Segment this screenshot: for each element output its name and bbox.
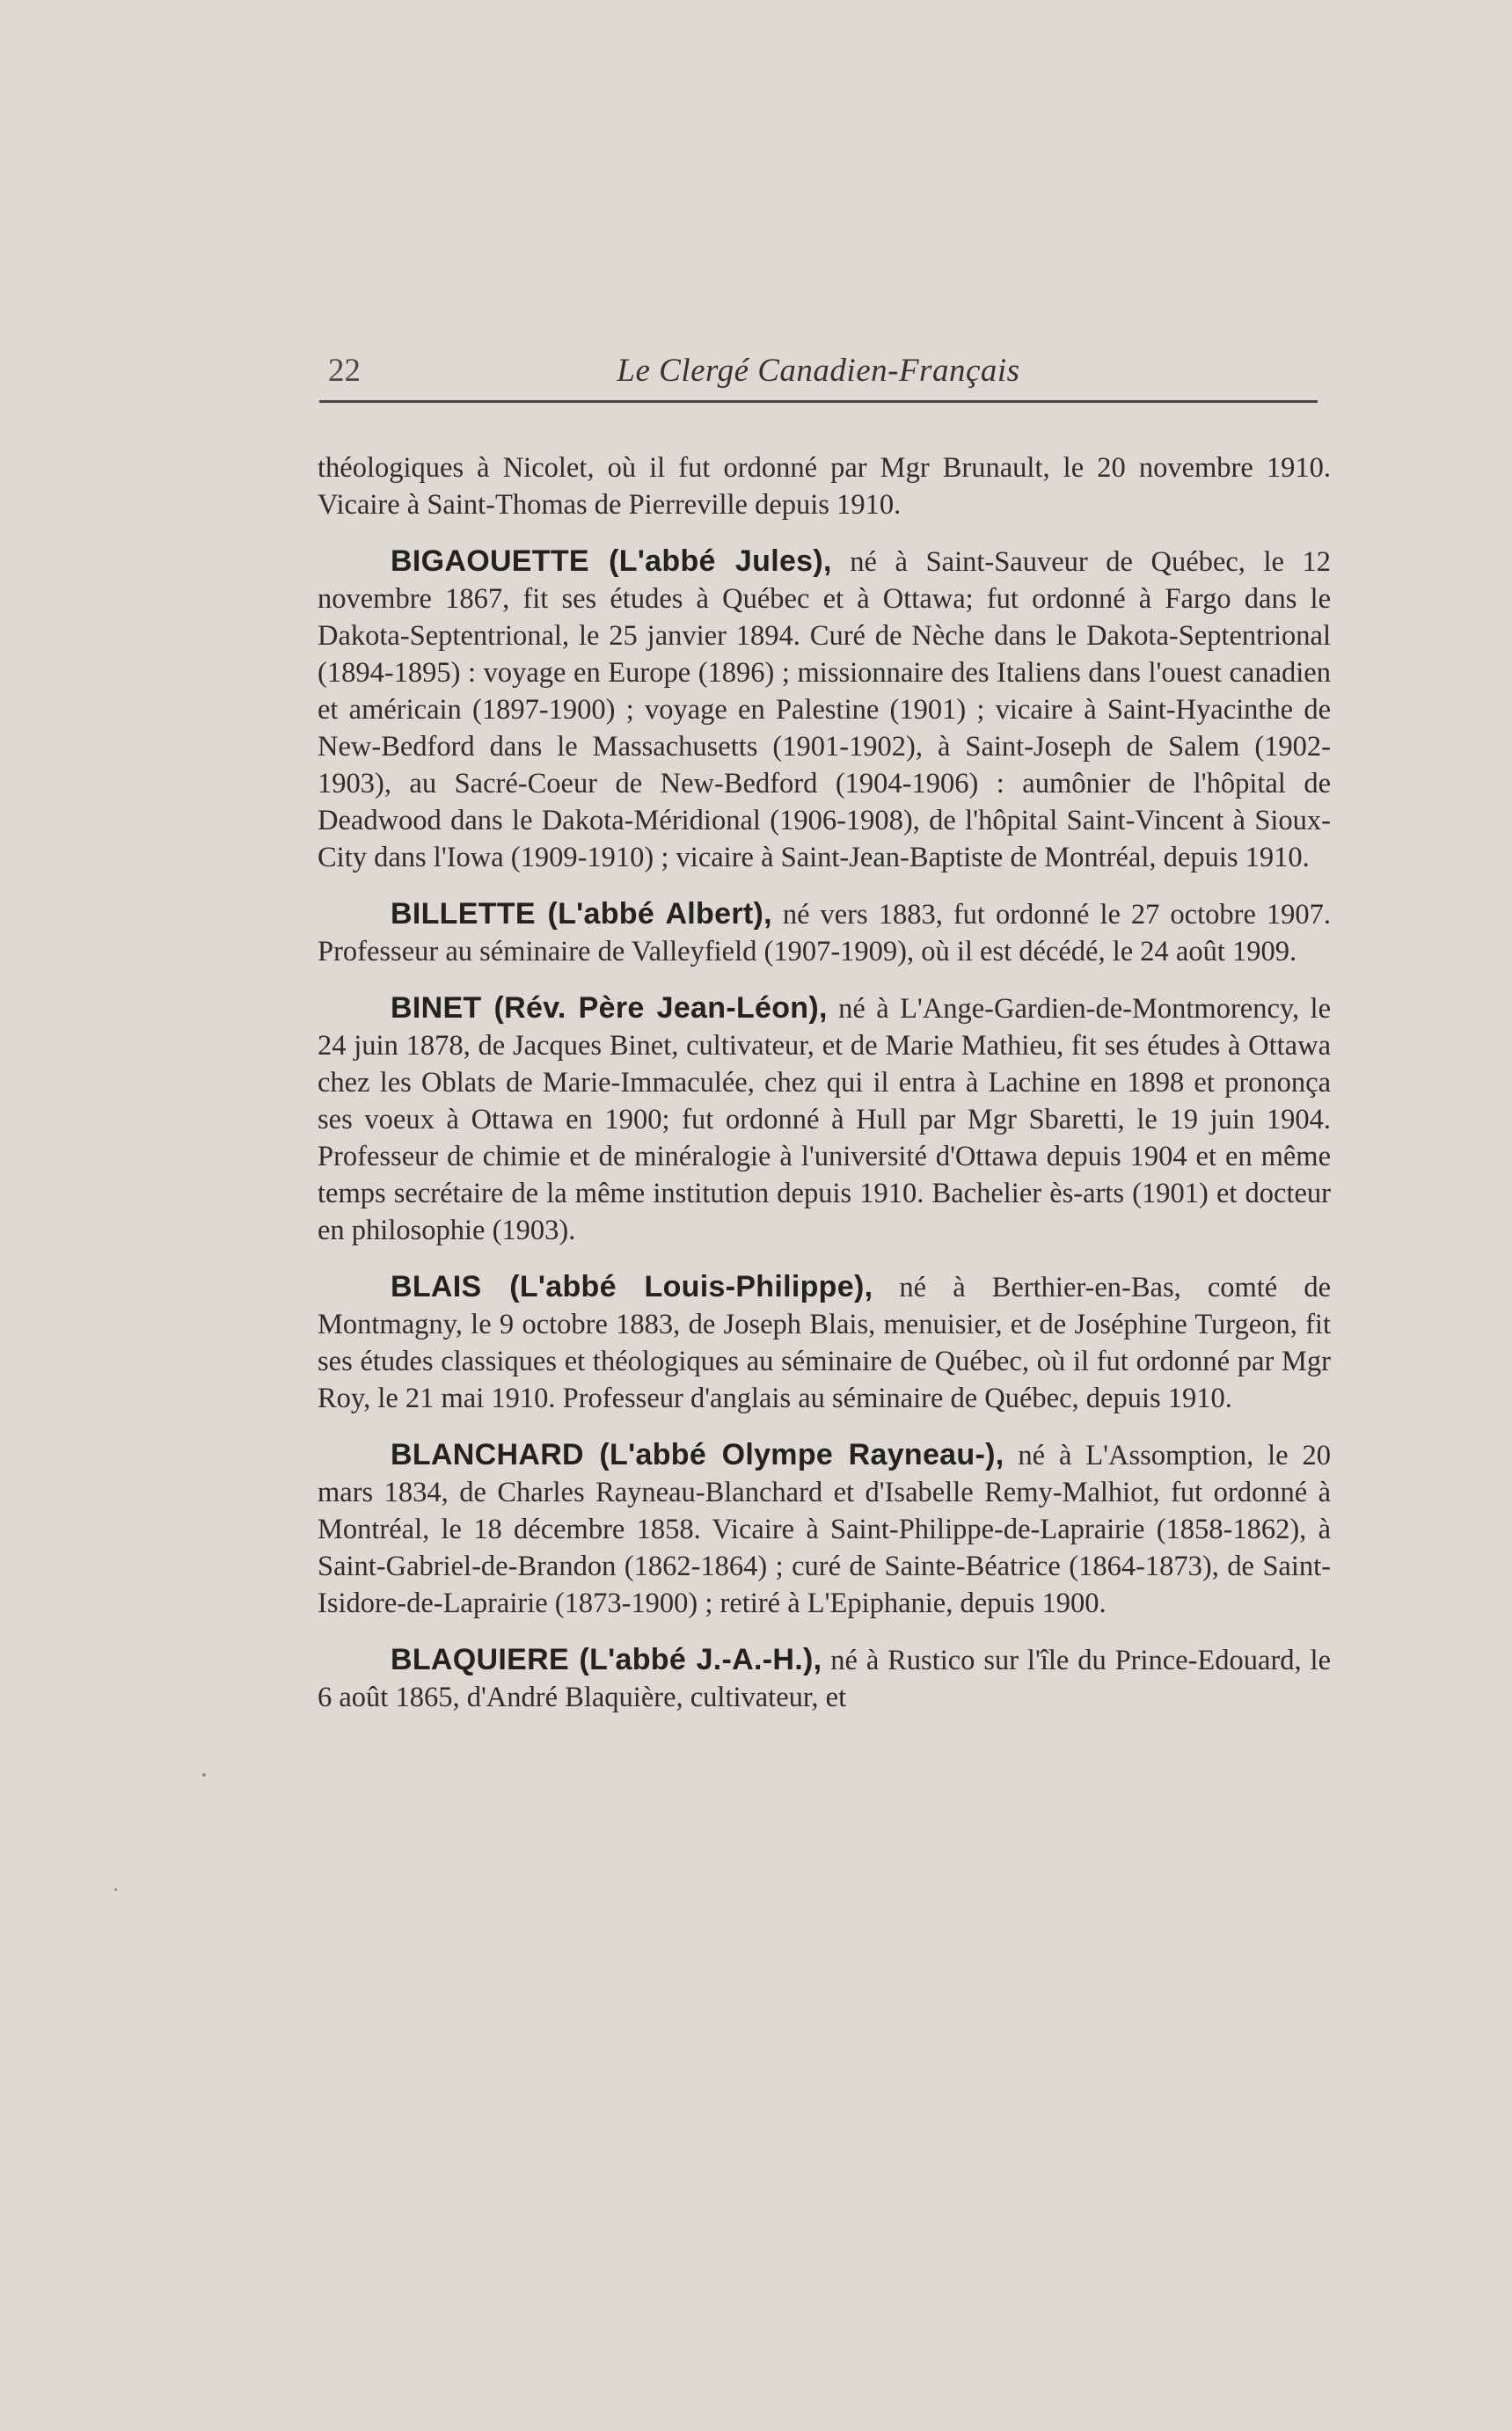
entry-billette bbox=[318, 895, 1331, 970]
entry-name: BLAQUIERE (L'abbé J.-A.-H.), bbox=[391, 1643, 822, 1676]
entry-name: BINET (Rév. Père Jean-Léon), bbox=[391, 991, 828, 1025]
entry-blaquiere bbox=[318, 1641, 1331, 1716]
entry-binet bbox=[318, 989, 1331, 1249]
entry-name: BILLETTE (L'abbé Albert), bbox=[391, 897, 772, 931]
entry-blais bbox=[318, 1268, 1331, 1417]
paper-speck bbox=[202, 1773, 206, 1777]
entry-name: BLANCHARD (L'abbé Olympe Rayneau-), bbox=[391, 1438, 1004, 1471]
entry-text: né à Berthier-en-Bas, comté de Montmagny, le 9 octobre 1883, de Joseph Blais, menuisier, et de Joséphine Turgeon, fit ses études classiques et théologiques au séminaire de Québec, où il fut ordonné par Mgr Roy, le 21 mai 1910. Professeur d'anglais au séminaire de Québec, depuis 1910. bbox=[318, 1272, 1331, 1414]
text-body bbox=[318, 449, 1331, 1735]
entry-name: BLAIS (L'abbé Louis-Philippe), bbox=[391, 1270, 873, 1303]
entry-text: né vers 1883, fut ordonné le 27 octobre 1907. Professeur au séminaire de Valleyfield (1907-1909), où il est décédé, le 24 août 1909. bbox=[318, 899, 1332, 967]
entry-blanchard bbox=[318, 1436, 1331, 1622]
entry-bigaouette bbox=[318, 543, 1331, 876]
header-rule bbox=[319, 400, 1318, 403]
running-title: Le Clergé Canadien-Français bbox=[617, 353, 1020, 389]
entry-text: né à Rustico sur l'île du Prince-Edouard, le 6 août 1865, d'André Blaquière, cultivateur, et bbox=[318, 1645, 1332, 1713]
paper-speck bbox=[114, 1888, 117, 1891]
continuation-paragraph: théologiques à Nicolet, où il fut ordonné par Mgr Brunault, le 20 novembre 1910. Vicaire à Saint-Thomas de Pierreville depuis 1910. bbox=[318, 452, 1331, 521]
entry-name: BIGAOUETTE (L'abbé Jules), bbox=[391, 544, 832, 578]
page-number: 22 bbox=[328, 353, 361, 389]
entry-text: né à Saint-Sauveur de Québec, le 12 novembre 1867, fit ses études à Québec et à Ottawa; fut ordonné à Fargo dans le Dakota-Septentrional, le 25 janvier 1894. Curé de Nèche dans le Dakota-Septentrional (1894-1895) : voyage en Europe (1896) ; missionnaire des Italiens dans l'ouest canadien et américain (1897-1900) ; voyage en Palestine (1901) ; vicaire à Saint-Hyacinthe de New-Bedford dans le Massachusetts (1901-1902), à Saint-Joseph de Salem (1902-1903), au Sacré-Coeur de New-Bedford (1904-1906) : aumônier de l'hôpital de Deadwood dans le Dakota-Méridional (1906-1908), de l'hôpital Saint-Vincent à Sioux-City dans l'Iowa (1909-1910) ; vicaire à Saint-Jean-Baptiste de Montréal, depuis 1910. bbox=[318, 546, 1331, 873]
entry-text: né à L'Assomption, le 20 mars 1834, de Charles Rayneau-Blanchard et d'Isabelle Remy-Malhiot, fut ordonné à Montréal, le 18 décembre 1858. Vicaire à Saint-Philippe-de-Laprairie (1858-1862), à Saint-Gabriel-de-Brandon (1862-1864) ; curé de Sainte-Béatrice (1864-1873), de Saint-Isidore-de-Laprairie (1873-1900) ; retiré à L'Epiphanie, depuis 1900. bbox=[318, 1440, 1331, 1619]
entry-text: né à L'Ange-Gardien-de-Montmorency, le 24 juin 1878, de Jacques Binet, cultivateur, et de Marie Mathieu, fit ses études à Ottawa chez les Oblats de Marie-Immaculée, chez qui il entra à Lachine en 1898 et prononça ses voeux à Ottawa en 1900; fut ordonné à Hull par Mgr Sbaretti, le 19 juin 1904. Professeur de chimie et de minéralogie à l'université d'Ottawa depuis 1904 et en même temps secrétaire de la même institution depuis 1910. Bachelier ès-arts (1901) et docteur en philosophie (1903). bbox=[318, 993, 1332, 1246]
page-header bbox=[319, 350, 1318, 408]
